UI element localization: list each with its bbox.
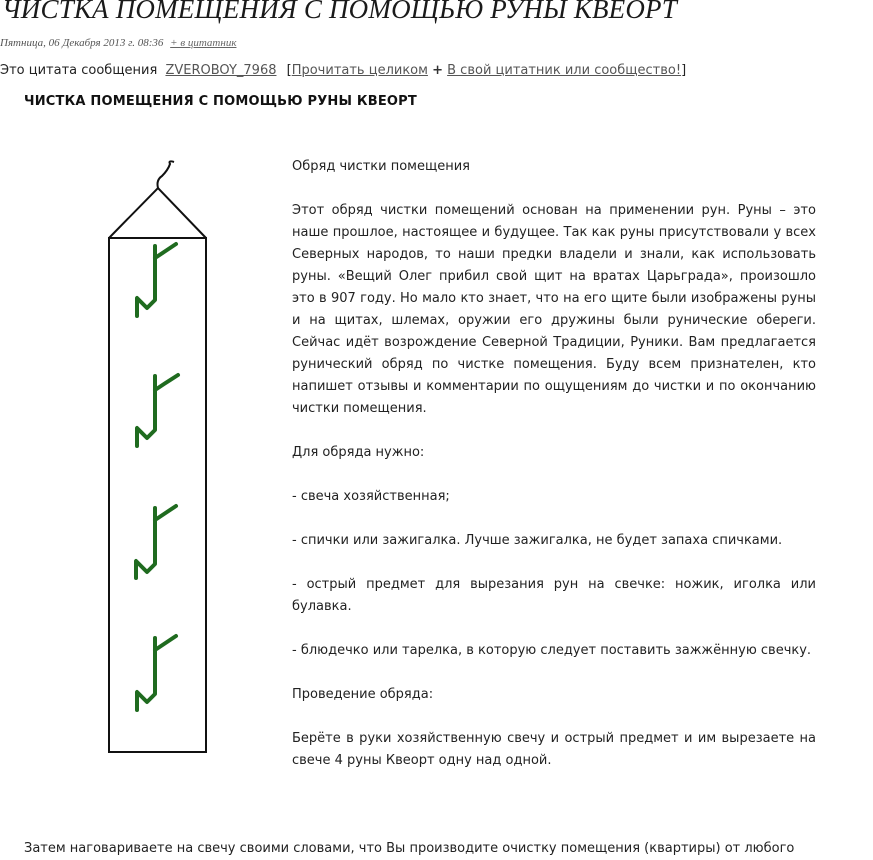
paragraph: - блюдечко или тарелка, в которую следует поставить зажжённую свечку. [292, 643, 812, 658]
paragraph: Для обряда нужно: [292, 445, 425, 460]
kveort-runes [136, 244, 178, 710]
paragraph: - свеча хозяйственная; [292, 489, 450, 504]
paragraph: - спички или зажигалка. Лучше зажигалка, не будет запаха спичками. [292, 533, 783, 548]
rune-1 [137, 244, 176, 316]
bracket-close: ] [681, 63, 687, 78]
add-to-quotebook-link[interactable]: + в цитатник [170, 37, 237, 49]
paragraph: Проведение обряда: [292, 687, 434, 702]
post-body [292, 156, 816, 794]
paragraph: Берёте в руки хозяйственную свечу и острый предмет и им вырезаете на свече 4 руны Квеорт одну над одной. [292, 731, 816, 768]
paragraph-tail: Затем наговариваете на свечу своими словами, что Вы производите очистку помещения (квартиры) от любого [24, 841, 795, 856]
candle-rune-image [100, 158, 212, 758]
plus-icon[interactable]: + [432, 63, 443, 78]
paragraph: - острый предмет для вырезания рун на свечке: ножик, иголка или булавка. [292, 577, 816, 614]
paragraph: Этот обряд чистки помещений основан на применении рун. Руны – это наше прошлое, настоящее и будущее. Так как руны присутствовали у всех Северных народов, то наши предки владели и знали, как использовать руны. «Вещий Олег прибил свой щит на вратах Царьграда», произошло это в 907 году. Но мало кто знает, что на его щите были изображены руны и на щитах, шлемах, оружии его дружины были рунические обереги. Сейчас идёт возрождение Северной Традиции, Руники. Вам предлагается рунический обряд по чистке помещения. Буду всем признателен, кто напишет отзывы и комментарии по ощущениям до чистки и по окончанию чистки помещения. [292, 203, 816, 416]
post-heading: ЧИСТКА ПОМЕЩЕНИЯ С ПОМОЩЬЮ РУНЫ КВЕОРТ [24, 94, 417, 109]
candle-outline [109, 161, 206, 752]
rune-4 [137, 636, 176, 710]
post-title: ЧИСТКА ПОМЕЩЕНИЯ С ПОМОЩЬЮ РУНЫ КВЕОРТ [2, 0, 677, 24]
quote-author-link[interactable]: ZVEROBOY_7968 [165, 63, 277, 78]
add-to-book-link[interactable]: В свой цитатник или сообщество! [447, 63, 682, 78]
read-full-link[interactable]: Прочитать целиком [291, 63, 428, 78]
bracket-open: [ [286, 63, 292, 78]
paragraph: Обряд чистки помещения [292, 159, 470, 174]
post-date: Пятница, 06 Декабря 2013 г. 08:36 [0, 37, 164, 49]
quote-source-line [0, 63, 686, 78]
rune-3 [136, 506, 176, 578]
quote-prefix: Это цитата сообщения [0, 63, 158, 78]
post-meta [0, 37, 236, 49]
rune-2 [137, 375, 178, 446]
